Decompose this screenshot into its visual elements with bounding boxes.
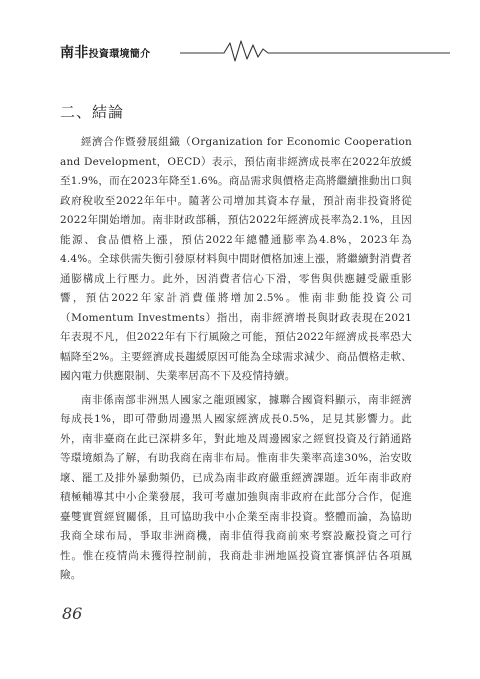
header-title-country: 南非 <box>60 45 89 61</box>
running-header <box>60 38 450 62</box>
body-text <box>60 133 412 590</box>
paragraph-2: 南非係南部非洲黑人國家之龍頭國家，據聯合國資料顯示，南非經濟每成長1%，即可帶動周邊黑人國家經濟成長0.5%，足見其影響力。此外，南非臺商在此已深耕多年，對此地及周邊國家之經貿投資及行銷通路等環境頗為了解，有助我商在南非布局。惟南非失業率高達30%，治安敗壞、罷工及排外暴動頻仍，已成為南非政府嚴重經濟課題。近年南非政府積極輔導其中小企業發展，我可考慮加強與南非政府在此部分合作，促進臺雙實質經貿關係，且可協助我中小企業至南非投資。整體而論，為協助我商全球布局，爭取非洲商機，南非值得我商前來考察設廠投資之可行性。惟在疫情尚未獲得控制前，我商赴非洲地區投資宜審慎評估各項風險。 <box>60 393 412 581</box>
section-heading: 二、結論 <box>60 103 125 121</box>
paragraph-1: 經濟合作暨發展組織（Organization for Economic Cooperation and Development，OECD）表示，預估南非經濟成長率在2022年放緩至1.9%，而在2023年降至1.6%。商品需求與價格走高將繼續推動出口與政府稅收至2022年年中。隨著公司增加其資本存量，預計南非投資將從2022年開始增加。南非財政部稱，預估2022年經濟成長率為2.1%，且因能源、食品價格上漲，預估2022年總體通膨率為4.8%，2023年為4.4%。全球供需失衡引發原材料與中間財價格加速上漲，將繼續對消費者通膨構成上行壓力。此外，因消費者信心下滑，零售與供應鏈受嚴重影響，預估2022年家計消費僅將增加2.5%。惟南非動能投資公司（Momentum Investments）指出，南非經濟增長與財政表現在2021年表現不凡，但2022年有下行風險之可能，預估2022年經濟成長率恐大幅降至2%。主要經濟成長趨緩原因可能為全球需求減少、商品價格走軟、國內電力供應限制、失業率居高不下及疫情持續。 <box>60 136 412 382</box>
header-title-subject: 投資環境簡介 <box>88 49 151 60</box>
header-title <box>60 42 150 62</box>
page-number: 86 <box>62 604 83 623</box>
